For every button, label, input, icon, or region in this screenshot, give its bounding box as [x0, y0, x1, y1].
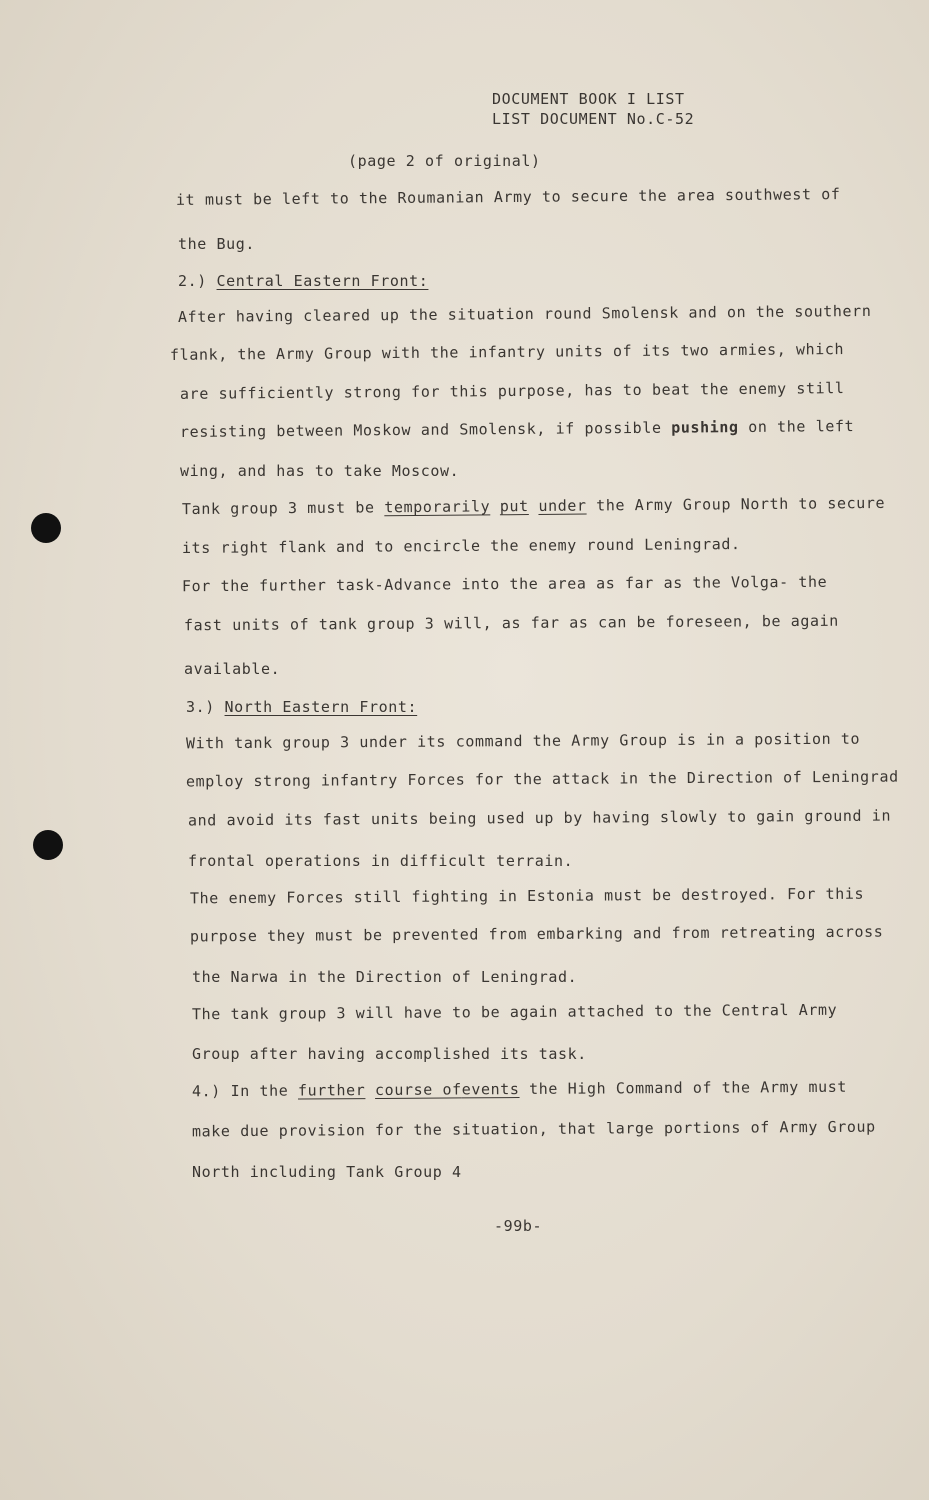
section-number: 2.): [178, 272, 207, 290]
body-line: employ strong infantry Forces for the attack in the Direction of Leningrad: [185, 767, 899, 791]
text-fragment: further: [297, 1081, 366, 1100]
body-line: North including Tank Group 4: [192, 1163, 462, 1181]
section-title: Central Eastern Front:: [216, 272, 429, 290]
body-line: make due provision for the situation, that large portions of Army Group: [191, 1117, 876, 1141]
body-line: the Bug.: [178, 235, 256, 253]
body-line: [192, 1078, 847, 1101]
body-line: and avoid its fast units being used up by having slowly to gain ground in: [187, 806, 892, 830]
body-line: [180, 417, 854, 441]
body-line: The enemy Forces still fighting in Estonia must be destroyed. For this: [189, 884, 865, 908]
text-fragment: 4.) In the: [191, 1081, 289, 1101]
text-fragment: events: [461, 1080, 520, 1099]
body-line: Group after having accomplished its task.: [192, 1045, 587, 1063]
body-line: After having cleared up the situation round Smolensk and on the southern: [177, 301, 872, 327]
page-reference: (page 2 of original): [348, 152, 541, 170]
body-line: are sufficiently strong for this purpose, has to beat the enemy still: [179, 379, 845, 403]
body-line: available.: [184, 660, 281, 678]
text-fragment: Tank group 3 must be: [181, 498, 375, 519]
body-line: With tank group 3 under its command the Army Group is in a position to: [185, 729, 861, 753]
text-fragment: pushing: [671, 418, 739, 437]
body-line: wing, and has to take Moscow.: [180, 462, 460, 480]
text-fragment: course of: [374, 1080, 462, 1100]
section-heading-north-eastern: [186, 698, 417, 716]
text-fragment: under: [538, 496, 587, 515]
punch-hole-icon: [33, 830, 63, 860]
body-line: flank, the Army Group with the infantry units of its two armies, which: [169, 340, 845, 364]
body-line: [182, 494, 885, 518]
body-line: the Narwa in the Direction of Leningrad.: [192, 968, 578, 986]
section-number: 3.): [186, 698, 215, 716]
punch-hole-icon: [31, 513, 61, 543]
body-line: The tank group 3 will have to be again attached to the Central Army: [191, 1000, 838, 1024]
text-fragment: the Army Group North to secure: [596, 493, 886, 515]
body-line: purpose they must be prevented from embarking and from retreating across: [189, 922, 884, 946]
body-line: For the further task-Advance into the area as far as the Volga- the: [181, 572, 828, 596]
section-heading-central-eastern: [178, 272, 428, 290]
body-line: its right flank and to encircle the enemy round Leningrad.: [181, 535, 741, 557]
header-document-number: LIST DOCUMENT No.C-52: [492, 110, 695, 128]
text-fragment: on the left: [748, 417, 855, 436]
text-fragment: the High Command of the Army must: [529, 1077, 848, 1098]
body-line: fast units of tank group 3 will, as far as can be foreseen, be again: [183, 611, 839, 635]
body-line: it must be left to the Roumanian Army to secure the area southwest of: [175, 185, 841, 209]
text-fragment: temporarily: [384, 497, 491, 517]
body-line: frontal operations in difficult terrain.: [188, 852, 574, 870]
page-number: -99b-: [494, 1217, 543, 1235]
text-fragment: put: [499, 497, 529, 516]
text-fragment: resisting between Moskow and Smolensk, if possible: [179, 418, 662, 441]
header-document-book: DOCUMENT BOOK I LIST: [492, 90, 685, 108]
section-title: North Eastern Front:: [224, 698, 418, 716]
